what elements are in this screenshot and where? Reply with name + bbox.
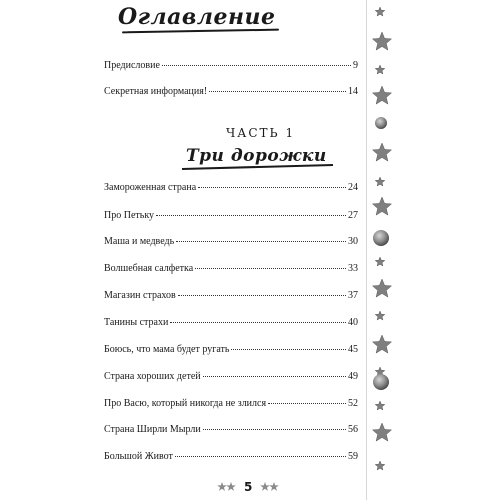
- orb-icon: [373, 374, 389, 390]
- star-icon: [375, 177, 385, 186]
- star-icon: [373, 143, 392, 161]
- star-icon: [375, 257, 385, 266]
- star-icon: [373, 423, 392, 441]
- star-icon: [375, 7, 385, 16]
- entry-page: 59: [348, 451, 358, 462]
- part-title: Три дорожки: [186, 146, 327, 166]
- entry-page: 45: [348, 344, 358, 355]
- page-number: 5: [244, 480, 253, 494]
- star-icon: [375, 311, 385, 320]
- entry-title: Волшебная салфетка: [104, 263, 194, 274]
- entry-title: Про Петьку: [104, 210, 155, 221]
- entry-page: 49: [348, 371, 358, 382]
- part-label: ЧАСТЬ 1: [226, 126, 296, 140]
- entry-page: 30: [348, 236, 358, 247]
- entry-title: Маша и медведь: [104, 236, 175, 247]
- entry-page: 40: [348, 317, 358, 328]
- entry-title: Секретная информация!: [104, 86, 208, 97]
- entry-page: 56: [348, 424, 358, 435]
- star-icon: [375, 461, 385, 470]
- entry-page: 27: [348, 210, 358, 221]
- entry-page: 52: [348, 398, 358, 409]
- star-icon: [373, 335, 392, 353]
- star-icon: [373, 279, 392, 297]
- star-icon: [226, 482, 236, 491]
- orb-icon: [375, 117, 387, 129]
- entry-page: 9: [353, 60, 358, 71]
- star-icon: [217, 482, 227, 491]
- toc-heading: Оглавление: [118, 4, 276, 30]
- entry-title: Страна хороших детей: [104, 371, 201, 382]
- entry-page: 14: [348, 86, 358, 97]
- entry-page: 33: [348, 263, 358, 274]
- entry-title: Страна Ширли Мырли: [104, 424, 201, 435]
- entry-title: Предисловие: [104, 60, 160, 71]
- entry-title: Про Васю, который никогда не злился: [104, 398, 267, 409]
- entry-title: Замороженная страна: [104, 182, 197, 193]
- star-icon: [375, 65, 385, 74]
- star-icon: [269, 482, 279, 491]
- orb-icon: [373, 230, 389, 246]
- entry-title: Магазин страхов: [104, 290, 176, 301]
- entry-page: 37: [348, 290, 358, 301]
- entry-title: Боюсь, что мама будет ругать: [104, 344, 230, 355]
- star-icon: [373, 86, 392, 104]
- entry-title: Большой Живот: [104, 451, 173, 462]
- star-icon: [260, 482, 270, 491]
- star-icon: [373, 197, 392, 215]
- star-icon: [373, 32, 392, 50]
- star-icon: [375, 401, 385, 410]
- entry-page: 24: [348, 182, 358, 193]
- entry-title: Танины страхи: [104, 317, 169, 328]
